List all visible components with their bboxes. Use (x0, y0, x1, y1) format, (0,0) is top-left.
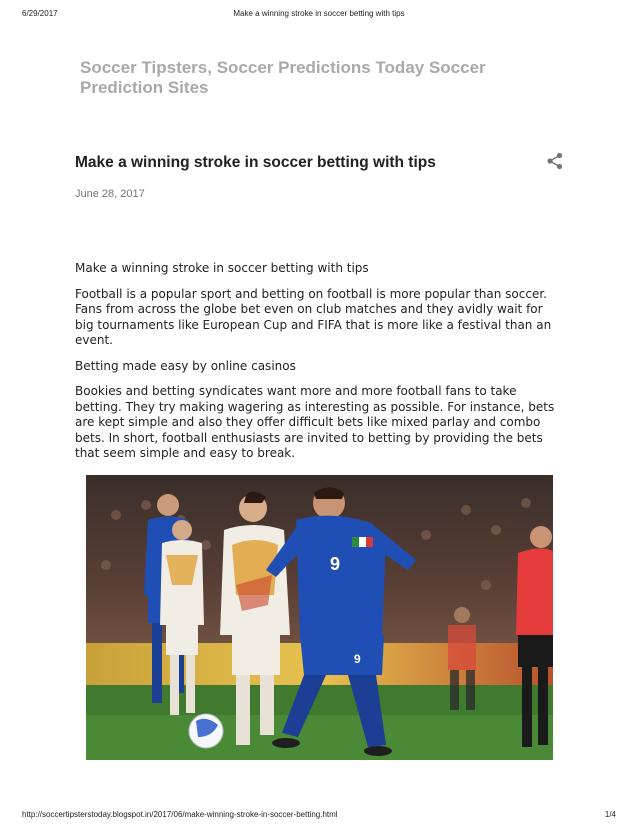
blog-title-link[interactable]: Soccer Tipsters, Soccer Predictions Today Soccer Prediction Sites (80, 58, 486, 97)
blog-title (80, 58, 540, 98)
post-paragraph: Make a winning stroke in soccer betting with tips (75, 261, 369, 275)
post-paragraph: Bookies and betting syndicates want more and more football fans to take betting. They try making wagering as interesting as possible. For instance, bets are kept simple and also they offer difficult bets like mixed parlay and combo bets. In short, football enthusiasts are invited to betting by providing the bets that seem simple and easy to break. (75, 384, 555, 460)
post-paragraph: Betting made easy by online casinos (75, 358, 296, 373)
post-paragraph: Football is a popular sport and betting on football is more popular than soccer. Fans from across the globe bet even on club matches and they avidly wait for big tournaments like European Cup and FIFA that is more like a festival than an event. (75, 286, 552, 347)
print-url: http://soccertipsterstoday.blogspot.in/2017/06/make-winning-stroke-in-soccer-betting.html (22, 810, 338, 819)
post-hero-image (86, 475, 553, 760)
post-title: Make a winning stroke in soccer betting with tips (75, 154, 436, 171)
italy-player-number: 9 (330, 554, 341, 574)
post-date: June 28, 2017 (75, 188, 145, 200)
share-icon[interactable] (546, 152, 564, 170)
soccer-match-photo (86, 475, 553, 760)
print-title: Make a winning stroke in soccer betting with tips (233, 9, 405, 18)
italy-shorts-number: 9 (354, 652, 361, 666)
page-number: 1/4 (604, 810, 616, 819)
print-date: 6/29/2017 (22, 9, 58, 18)
post-body (75, 261, 563, 472)
